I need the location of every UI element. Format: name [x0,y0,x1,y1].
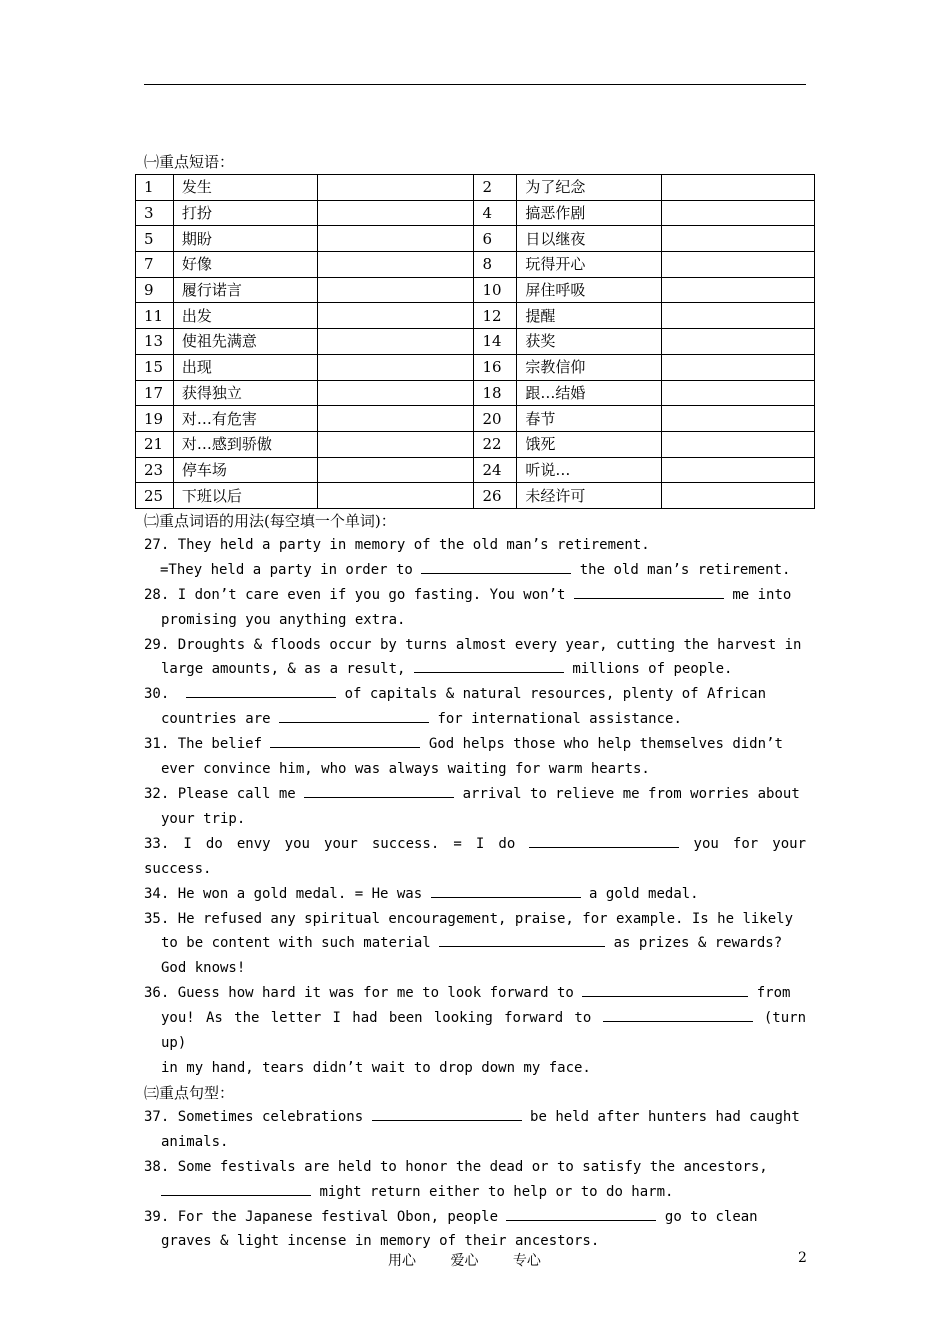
phrase-chinese: 听说… [517,457,661,483]
question-35-cont [144,931,806,956]
phrase-number: 8 [474,252,517,278]
phrase-answer-cell[interactable] [661,226,814,252]
question-34 [144,882,806,907]
question-29-cont [144,657,806,682]
question-text: as prizes & rewards? [613,935,783,952]
motto-word: 专心 [512,1253,541,1269]
phrase-answer-cell[interactable] [661,431,814,457]
phrase-chinese: 搞恶作剧 [517,200,661,226]
answer-blank[interactable] [603,1009,753,1022]
phrase-chinese: 为了纪念 [517,175,661,201]
phrase-number: 22 [474,431,517,457]
question-text: millions of people. [572,661,733,678]
phrase-row [136,457,815,483]
phrase-chinese: 日以继夜 [517,226,661,252]
question-38: 38. Some festivals are held to honor the dead or to satisfy the ancestors, [144,1158,768,1175]
phrase-number: 4 [474,200,517,226]
phrases-heading: ㈠重点短语： [144,153,235,171]
phrase-chinese: 饿死 [517,431,661,457]
question-39-cont: graves & light incense in memory of their ancestors. [161,1233,600,1250]
pattern-exercises [144,1105,806,1254]
phrase-row [136,483,815,509]
question-31 [144,732,806,757]
question-text: 31. The belief [144,736,263,753]
phrase-chinese: 停车场 [173,457,317,483]
question-text: arrival to relieve me from worries about [462,786,800,802]
phrase-number: 17 [136,380,174,406]
answer-blank[interactable] [279,710,429,723]
question-text: a gold medal. [589,885,699,902]
phrase-answer-cell[interactable] [661,457,814,483]
phrase-chinese: 履行诺言 [173,277,317,303]
question-36-cont [144,1006,806,1056]
question-31-cont: ever convince him, who was always waiting for warm hearts. [161,761,650,778]
phrase-row [136,200,815,226]
phrase-answer-cell[interactable] [661,303,814,329]
phrase-row [136,354,815,380]
question-text: large amounts, & as a result, [161,661,406,678]
usage-heading: ㈡重点词语的用法(每空填一个单词)： [144,511,396,530]
phrase-chinese: 获奖 [517,329,661,355]
question-28 [144,583,806,608]
phrase-chinese: 好像 [173,252,317,278]
phrase-number: 26 [474,483,517,509]
question-27a: 27. They held a party in memory of the old man’s retirement. [144,536,650,553]
phrase-answer-cell[interactable] [661,354,814,380]
question-text: you! As the letter I had been looking forward to [161,1010,592,1027]
question-text: might return either to help or to do harm. [319,1183,674,1200]
question-37 [144,1105,806,1130]
question-text: 37. Sometimes celebrations [144,1108,364,1125]
answer-blank[interactable] [421,561,571,574]
phrase-number: 16 [474,354,517,380]
phrase-row [136,329,815,355]
phrase-row [136,431,815,457]
phrase-number: 1 [136,175,174,201]
phrase-answer-cell[interactable] [661,175,814,201]
phrase-number: 7 [136,252,174,278]
question-text: for international assistance. [437,711,682,728]
question-36-cont2: in my hand, tears didn’t wait to drop down my face. [161,1059,591,1076]
page-number: 2 [798,1250,807,1266]
header-rule [144,84,806,85]
worksheet-content [144,150,806,1254]
phrase-answer-cell[interactable] [318,457,474,483]
question-text: the old man’s retirement. [579,561,791,578]
phrase-row [136,175,815,201]
phrase-answer-cell[interactable] [318,329,474,355]
motto-word: 爱心 [450,1253,479,1269]
question-28-cont: promising you anything extra. [161,611,406,628]
question-29: 29. Droughts & floods occur by turns almost every year, cutting the harvest in [144,636,802,653]
phrase-answer-cell[interactable] [318,406,474,432]
footer-motto [388,1250,571,1270]
phrase-chinese: 春节 [517,406,661,432]
question-text: God helps those who help themselves didn’t [428,736,783,753]
usage-exercises [144,533,806,1081]
phrase-answer-cell[interactable] [318,226,474,252]
question-text: me into [732,586,792,603]
question-35: 35. He refused any spiritual encouragement, praise, for example. Is he likely [144,910,794,927]
phrase-answer-cell[interactable] [318,277,474,303]
phrase-chinese: 屏住呼吸 [517,277,661,303]
answer-blank[interactable] [439,934,605,947]
phrase-chinese: 对…有危害 [173,406,317,432]
phrase-chinese: 出现 [173,354,317,380]
phrase-answer-cell[interactable] [318,175,474,201]
phrase-number: 23 [136,457,174,483]
question-text: =They held a party in order to [160,561,413,578]
question-32 [144,782,806,807]
question-text: 34. He won a gold medal. = He was [144,885,423,902]
phrase-row [136,226,815,252]
question-text: countries are [161,711,271,728]
question-text: from [756,985,791,1002]
phrase-answer-cell[interactable] [318,431,474,457]
phrase-chinese: 宗教信仰 [517,354,661,380]
question-text: (turn up) [161,1010,807,1052]
phrase-chinese: 未经许可 [517,483,661,509]
phrase-row [136,380,815,406]
phrase-answer-cell[interactable] [661,277,814,303]
question-text: go to clean [664,1208,758,1225]
answer-blank[interactable] [270,735,420,748]
phrase-row [136,252,815,278]
phrase-number: 11 [136,303,174,329]
question-text: 36. Guess how hard it was for me to look forward to [144,985,574,1002]
motto-word: 用心 [388,1253,416,1269]
answer-blank[interactable] [574,586,724,599]
phrase-number: 2 [474,175,517,201]
question-text: 30. [144,686,170,703]
phrase-chinese: 期盼 [173,226,317,252]
phrase-chinese: 获得独立 [173,380,317,406]
question-30-cont [144,707,806,732]
phrase-chinese: 提醒 [517,303,661,329]
phrase-number: 25 [136,483,174,509]
question-30 [144,682,806,707]
question-text: you for your success. [144,835,806,877]
phrase-answer-cell[interactable] [318,354,474,380]
question-text: 33. I do envy you your success. = I do [144,835,516,852]
phrase-chinese: 出发 [173,303,317,329]
question-text: 28. I don’t care even if you go fasting. You won’t [144,586,566,603]
phrase-number: 12 [474,303,517,329]
question-37-cont: animals. [161,1133,229,1150]
question-text: of capitals & natural resources, plenty of African [344,686,767,703]
answer-blank[interactable] [506,1208,656,1221]
phrase-number: 13 [136,329,174,355]
phrase-number: 19 [136,406,174,432]
phrase-number: 3 [136,200,174,226]
phrase-number: 15 [136,354,174,380]
patterns-heading: ㈢重点句型： [144,1083,235,1102]
question-32-cont: your trip. [161,810,246,827]
answer-blank[interactable] [304,785,454,798]
phrase-chinese: 玩得开心 [517,252,661,278]
phrase-answer-cell[interactable] [318,200,474,226]
question-27b [144,558,806,583]
phrase-answer-cell[interactable] [661,406,814,432]
phrase-row [136,303,815,329]
question-text: be held after hunters had caught [530,1108,800,1125]
phrase-chinese: 对…感到骄傲 [173,431,317,457]
phrase-number: 24 [474,457,517,483]
phrase-answer-cell[interactable] [661,252,814,278]
question-38-cont [144,1180,806,1205]
phrase-chinese: 打扮 [173,200,317,226]
phrase-chinese: 跟…结婚 [517,380,661,406]
phrase-row [136,277,815,303]
question-39 [144,1205,806,1230]
phrase-answer-cell[interactable] [318,483,474,509]
answer-blank[interactable] [414,660,564,673]
question-33 [144,832,806,882]
phrases-table [135,174,815,509]
answer-blank[interactable] [431,885,581,898]
phrase-number: 6 [474,226,517,252]
phrase-row [136,406,815,432]
question-35-cont2: God knows! [161,960,246,977]
phrase-answer-cell[interactable] [661,380,814,406]
phrase-number: 9 [136,277,174,303]
phrase-answer-cell[interactable] [318,252,474,278]
phrase-number: 10 [474,277,517,303]
phrase-number: 21 [136,431,174,457]
phrase-number: 18 [474,380,517,406]
answer-blank[interactable] [161,1183,311,1196]
phrase-number: 14 [474,329,517,355]
question-text: to be content with such material [161,935,431,952]
answer-blank[interactable] [582,984,748,997]
phrase-answer-cell[interactable] [661,200,814,226]
phrase-chinese: 发生 [173,175,317,201]
phrase-answer-cell[interactable] [661,483,814,509]
phrase-chinese: 下班以后 [173,483,317,509]
question-36 [144,981,806,1006]
phrase-answer-cell[interactable] [318,380,474,406]
answer-blank[interactable] [372,1108,522,1121]
phrase-answer-cell[interactable] [661,329,814,355]
question-text: 39. For the Japanese festival Obon, people [144,1208,499,1225]
answer-blank[interactable] [186,685,336,698]
answer-blank[interactable] [529,835,679,848]
phrase-number: 20 [474,406,517,432]
question-text: 32. Please call me [144,786,296,802]
phrase-number: 5 [136,226,174,252]
phrase-answer-cell[interactable] [318,303,474,329]
phrase-chinese: 使祖先满意 [173,329,317,355]
